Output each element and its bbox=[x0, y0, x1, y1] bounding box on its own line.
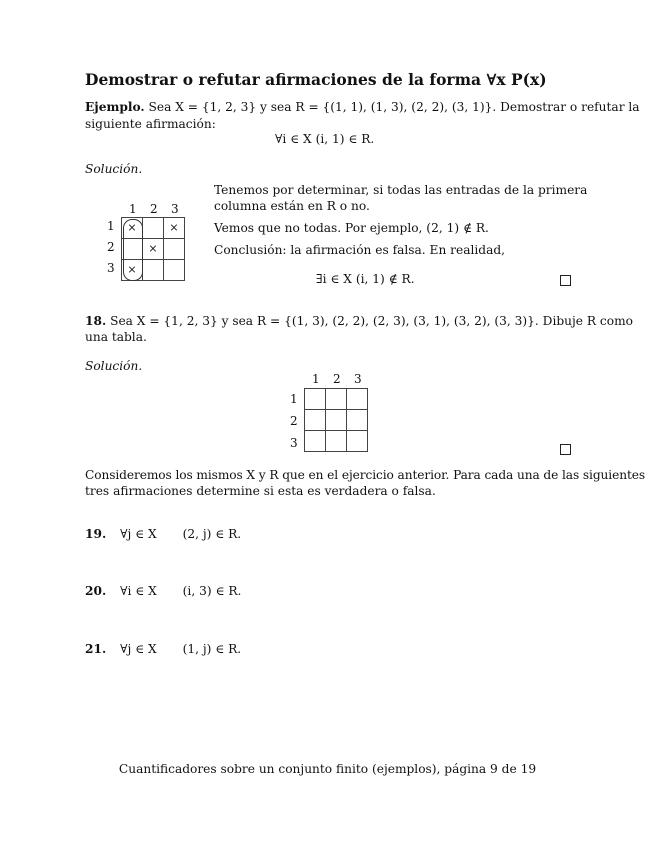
exercise-19 bbox=[85, 527, 241, 542]
table-cell bbox=[326, 389, 347, 410]
col-header: 2 bbox=[333, 372, 341, 386]
table-cell bbox=[164, 260, 185, 281]
col-header: 1 bbox=[129, 202, 137, 216]
table-cell bbox=[164, 239, 185, 260]
exercise-number: 18. bbox=[85, 314, 107, 328]
exercise-quantifier: ∀j ∈ X bbox=[120, 642, 157, 656]
table-cell bbox=[347, 410, 368, 431]
exercise-number: 21. bbox=[85, 642, 107, 656]
exercise-18-line-2: una tabla. bbox=[85, 330, 147, 344]
col-header: 3 bbox=[354, 372, 362, 386]
table-cell bbox=[305, 431, 326, 452]
exercise-quantifier: ∀j ∈ X bbox=[120, 527, 157, 541]
exercise-predicate: (1, j) ∈ R. bbox=[182, 642, 242, 656]
table-cell: × bbox=[143, 239, 164, 260]
table-cell: × bbox=[164, 218, 185, 239]
conclusion-formula: ∃i ∈ X (i, 1) ∉ R. bbox=[316, 272, 415, 286]
row-header: 3 bbox=[107, 261, 115, 275]
table-cell bbox=[143, 218, 164, 239]
table-cell bbox=[347, 389, 368, 410]
solution-label: Solución. bbox=[85, 359, 143, 373]
example-statement: ∀i ∈ X (i, 1) ∈ R. bbox=[275, 132, 375, 146]
table-cell bbox=[305, 389, 326, 410]
intro-line-1: Consideremos los mismos X y R que en el ejercicio anterior. Para cada una de las siguientes bbox=[85, 468, 646, 482]
example-label: Ejemplo. bbox=[85, 100, 145, 114]
exercise-text: Sea X = {1, 2, 3} y sea R = {(1, 3), (2, 2), (2, 3), (3, 1), (3, 2), (3, 3)}. Dibuje R como bbox=[110, 314, 633, 328]
table-cell bbox=[305, 410, 326, 431]
page-footer: Cuantificadores sobre un conjunto finito (ejemplos), página 9 de 19 bbox=[118, 762, 537, 776]
qed-square bbox=[560, 444, 571, 455]
exercise-21 bbox=[85, 642, 241, 657]
explanation-1b: columna están en R o no. bbox=[214, 199, 370, 213]
table-cell bbox=[143, 260, 164, 281]
example-line-1 bbox=[85, 100, 640, 115]
col-header: 2 bbox=[150, 202, 158, 216]
exercise-18-line-1 bbox=[85, 314, 633, 329]
table-cell bbox=[326, 410, 347, 431]
explanation-1a: Tenemos por determinar, si todas las entradas de la primera bbox=[214, 183, 588, 197]
row-header: 2 bbox=[290, 414, 298, 428]
col-header: 1 bbox=[312, 372, 320, 386]
empty-relation-table bbox=[304, 388, 368, 452]
exercise-predicate: (2, j) ∈ R. bbox=[182, 527, 242, 541]
intro-line-2: tres afirmaciones determine si esta es verdadera o falsa. bbox=[85, 484, 436, 498]
exercise-20 bbox=[85, 584, 241, 599]
section-title: Demostrar o refutar afirmaciones de la forma ∀x P(x) bbox=[85, 70, 547, 89]
col-header: 3 bbox=[171, 202, 179, 216]
row-header: 1 bbox=[107, 219, 115, 233]
first-column-highlight bbox=[123, 219, 143, 281]
exercise-predicate: (i, 3) ∈ R. bbox=[182, 584, 242, 598]
row-header: 2 bbox=[107, 240, 115, 254]
explanation-3: Conclusión: la afirmación es falsa. En realidad, bbox=[214, 243, 506, 257]
table-cell: × bbox=[122, 218, 143, 239]
row-header: 3 bbox=[290, 436, 298, 450]
table-cell bbox=[347, 431, 368, 452]
solution-label: Solución. bbox=[85, 162, 143, 176]
exercise-quantifier: ∀i ∈ X bbox=[120, 584, 157, 598]
table-cell bbox=[326, 431, 347, 452]
exercise-number: 19. bbox=[85, 527, 107, 541]
explanation-2: Vemos que no todas. Por ejemplo, (2, 1) ∉ R. bbox=[214, 221, 489, 235]
qed-square bbox=[560, 275, 571, 286]
table-cell: × bbox=[122, 260, 143, 281]
example-line-2: siguiente afirmación: bbox=[85, 117, 216, 131]
row-header: 1 bbox=[290, 392, 298, 406]
exercise-number: 20. bbox=[85, 584, 107, 598]
example-text: Sea X = {1, 2, 3} y sea R = {(1, 1), (1, 3), (2, 2), (3, 1)}. Demostrar o refutar la bbox=[148, 100, 640, 114]
